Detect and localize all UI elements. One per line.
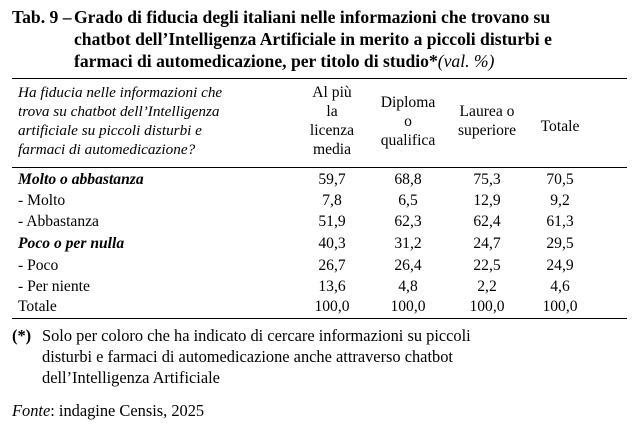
caption-line-2: chatbot dell’Intelligenza Artificiale in merito a piccoli disturbi e	[74, 29, 552, 49]
top-rule	[12, 78, 627, 79]
footnote-text-3: dell’Intelligenza Artificiale	[42, 368, 220, 387]
row-label: - Abbastanza	[18, 213, 99, 230]
column-header-line: superiore	[457, 122, 517, 139]
header-question	[18, 83, 288, 159]
caption-line-1	[12, 6, 632, 28]
cell-laurea: 22,5	[473, 257, 501, 274]
cell-licenza-media: 59,7	[318, 171, 346, 188]
column-header-line: Laurea o	[459, 103, 515, 120]
row-label: Poco o per nulla	[18, 235, 125, 252]
table-row	[0, 170, 638, 190]
header-question-line: artificiale su piccoli disturbi e	[18, 122, 202, 139]
cell-totale: 70,5	[546, 171, 574, 188]
cell-diploma: 6,5	[398, 192, 418, 209]
cell-totale: 100,0	[542, 298, 578, 315]
cell-totale: 61,3	[546, 213, 574, 230]
cell-diploma: 26,4	[394, 257, 422, 274]
row-label: Molto o abbastanza	[18, 171, 144, 188]
cell-diploma: 68,8	[394, 171, 422, 188]
caption-text-3: farmaci di automedicazione, per titolo di studio*	[74, 51, 438, 71]
column-header-line: licenza	[309, 122, 355, 139]
row-label: Totale	[18, 298, 57, 315]
table-source	[12, 401, 204, 421]
header-question-line: farmaci di automedicazione?	[18, 141, 196, 158]
table-row	[0, 191, 638, 211]
cell-licenza-media: 26,7	[318, 257, 346, 274]
caption-text-1: Grado di fiducia degli italiani nelle informazioni che trovano su	[74, 7, 551, 27]
footnote-text-1: Solo per coloro che ha indicato di cercare informazioni su piccoli	[42, 326, 471, 345]
column-header-totale	[520, 117, 600, 136]
source-label: Fonte	[12, 401, 51, 420]
caption-line-3	[12, 50, 632, 72]
column-header-line: la	[326, 103, 338, 120]
table-row	[0, 212, 638, 232]
footnote-mark: (*)	[12, 326, 32, 345]
cell-laurea: 75,3	[473, 171, 501, 188]
footnote-text-2: disturbi e farmaci di automedicazione anche attraverso chatbot	[42, 347, 453, 366]
header-question-line: trova su chatbot dell’Intelligenza	[18, 103, 220, 120]
cell-diploma: 31,2	[394, 235, 422, 252]
cell-diploma: 4,8	[398, 278, 418, 295]
column-header-line: Al più	[312, 84, 352, 101]
table-footnote	[12, 325, 627, 388]
cell-licenza-media: 40,3	[318, 235, 346, 252]
header-question-line: Ha fiducia nelle informazioni che	[18, 84, 223, 101]
column-header-diploma	[368, 93, 448, 150]
column-header-line: Diploma	[380, 94, 436, 111]
footnote-first-line	[12, 326, 471, 345]
table-row	[0, 234, 638, 254]
cell-diploma: 62,3	[394, 213, 422, 230]
table-row	[0, 297, 638, 317]
row-label: - Poco	[18, 257, 59, 274]
row-label: - Molto	[18, 192, 66, 209]
cell-laurea: 100,0	[469, 298, 505, 315]
cell-licenza-media: 100,0	[314, 298, 350, 315]
cell-totale: 9,2	[550, 192, 570, 209]
bottom-rule	[12, 318, 627, 319]
column-header-line: Totale	[540, 118, 580, 135]
column-header-line: o	[404, 113, 412, 130]
table-caption	[12, 6, 632, 72]
row-label: - Per niente	[18, 278, 90, 295]
column-header-line: media	[312, 141, 352, 158]
table-row	[0, 256, 638, 276]
column-header-licenza-media	[292, 83, 372, 159]
cell-licenza-media: 13,6	[318, 278, 346, 295]
cell-totale: 24,9	[546, 257, 574, 274]
cell-laurea: 2,2	[477, 278, 497, 295]
cell-licenza-media: 51,9	[318, 213, 346, 230]
table-row	[0, 277, 638, 297]
cell-licenza-media: 7,8	[322, 192, 342, 209]
cell-laurea: 24,7	[473, 235, 501, 252]
header-rule	[12, 167, 627, 168]
cell-laurea: 62,4	[473, 213, 501, 230]
column-header-line: qualifica	[380, 132, 436, 149]
cell-laurea: 12,9	[473, 192, 501, 209]
cell-diploma: 100,0	[390, 298, 426, 315]
caption-number: Tab. 9 –	[12, 7, 72, 27]
source-text: : indagine Censis, 2025	[50, 401, 205, 420]
caption-unit: (val. %)	[437, 51, 495, 71]
cell-totale: 29,5	[546, 235, 574, 252]
cell-totale: 4,6	[550, 278, 570, 295]
